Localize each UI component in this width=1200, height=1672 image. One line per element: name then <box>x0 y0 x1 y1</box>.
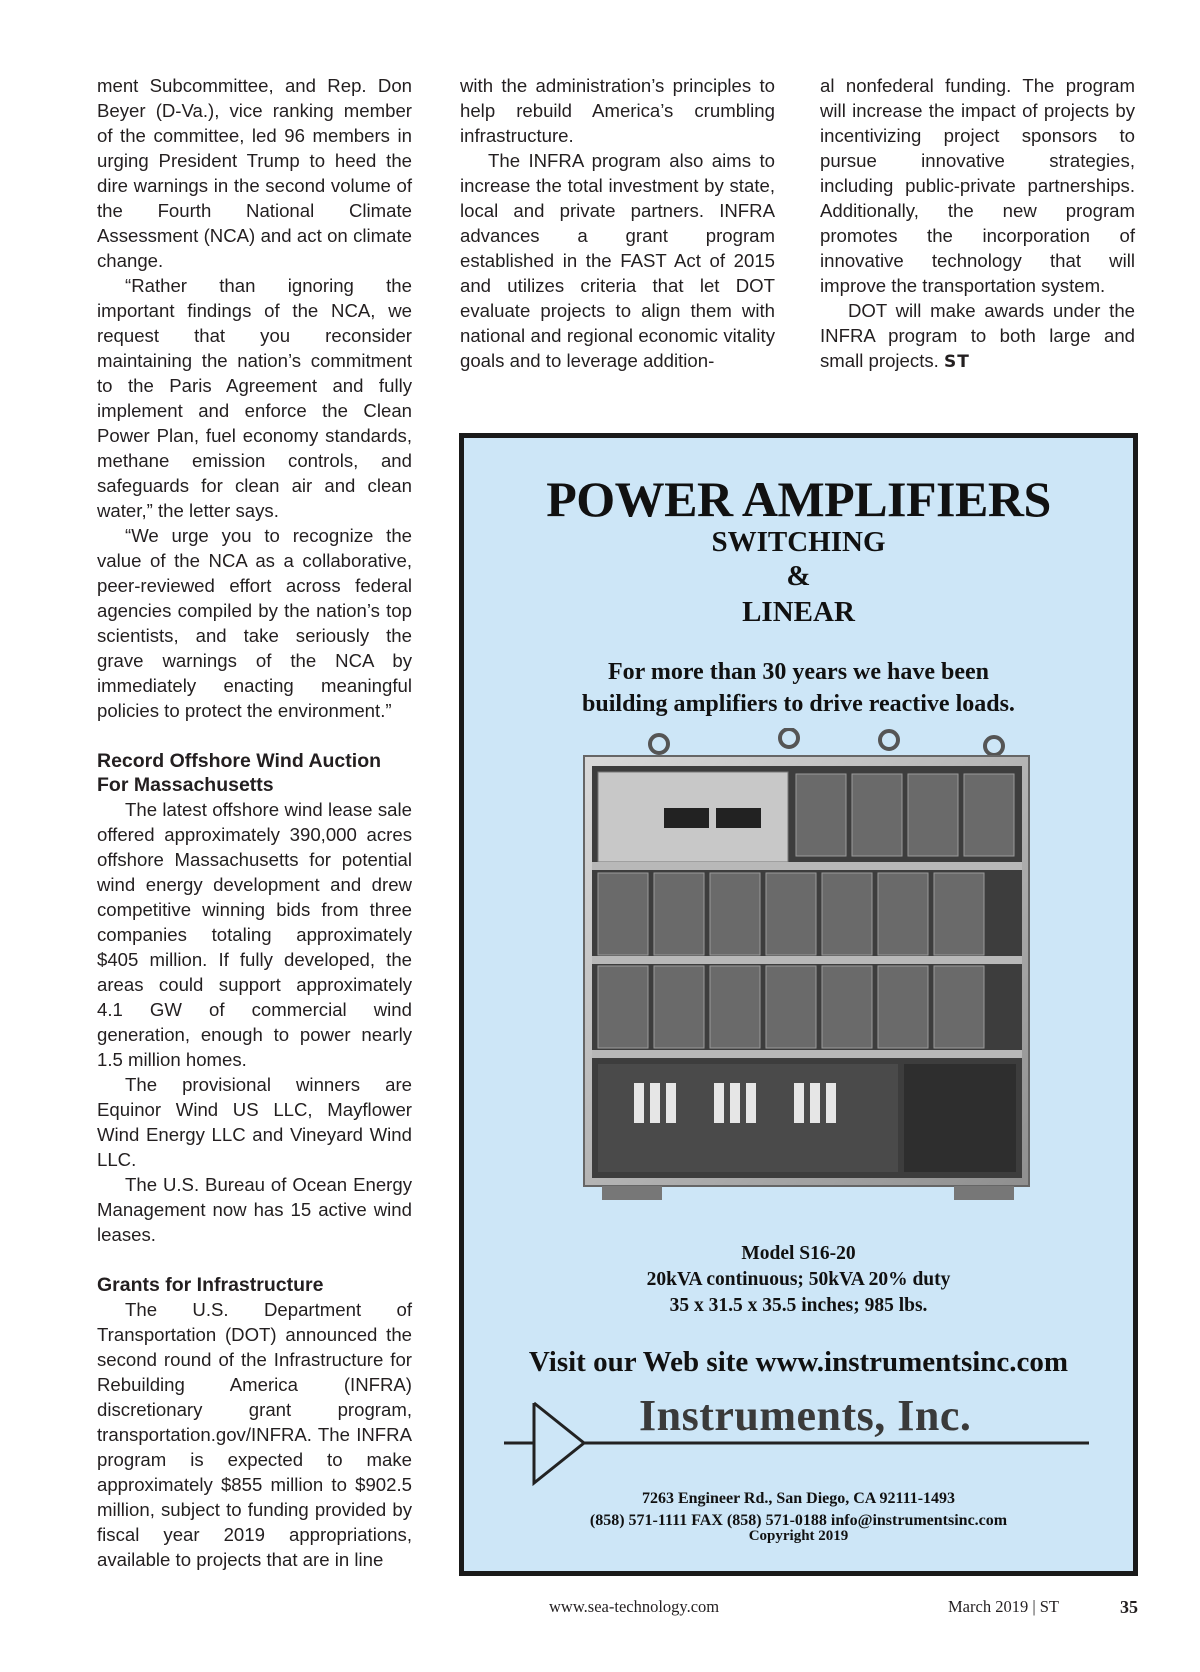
paragraph: “Rather than ignoring the important findings of the NCA, we request that you reconsider maintaining the nation’s commitment to the Paris Agreement and fully implement and enforce the Clean Power Plan, fuel economy standards, methane emission controls, and safeguards for clean air and clean water,” the letter says. <box>97 275 412 521</box>
paragraph <box>820 298 1135 375</box>
article-column-3 <box>820 73 1135 375</box>
ad-model-rating: 20kVA continuous; 50kVA 20% duty <box>646 1269 951 1290</box>
paragraph: The U.S. Department of Transportation (DOT) announced the second round of the Infrastructure for Rebuilding America (INFRA) discretionary grant program, transportation.gov/INFRA. The INFRA program is expected to make approximately $855 million to $902.5 million, subject to funding provided by fiscal year 2019 appropriations, available to projects that are in line <box>97 1299 412 1570</box>
paragraph: The INFRA program also aims to increase the total investment by state, local and private partners. INFRA advances a grant program established in the FAST Act of 2015 and utilizes criteria that let DOT evaluate projects to align them with national and regional economic vitality goals and to leverage addition- <box>460 150 775 371</box>
end-mark: ST <box>944 352 970 372</box>
paragraph: The U.S. Bureau of Ocean Energy Management now has 15 active wind leases. <box>97 1174 412 1245</box>
ad-sub-switching: SWITCHING <box>711 526 886 558</box>
ad-phone-email: (858) 571-1111 FAX (858) 571-0188 info@instrumentsinc.com <box>589 1512 1008 1529</box>
article-column-2 <box>460 73 775 373</box>
ad-tagline-line2: building amplifiers to drive reactive loads. <box>582 691 1015 717</box>
ad-headline: POWER AMPLIFIERS <box>546 471 1051 527</box>
ad-tagline <box>464 656 1133 720</box>
paragraph: “We urge you to recognize the value of the NCA as a collaborative, peer-reviewed effort across federal agencies compiled by the nation’s top scientists, and take seriously the grave warnings of the NCA by immediately enacting meaningful policies to protect the environment.” <box>97 525 412 721</box>
paragraph-text: DOT will make awards under the INFRA program to both large and small projects. <box>820 300 1135 371</box>
paragraph: ment Subcommittee, and Rep. Don Beyer (D-Va.), vice ranking member of the committee, led 96 members in urging President Trump to heed the dire warnings in the second volume of the Fourth National Climate Assessment (NCA) and act on climate change. <box>97 75 412 271</box>
ad-company-name: Instruments, Inc. <box>639 1391 972 1440</box>
paragraph: The provisional winners are Equinor Wind US LLC, Mayflower Wind Energy LLC and Vineyard Wind LLC. <box>97 1074 412 1170</box>
section-heading-infrastructure: Grants for Infrastructure <box>97 1274 324 1296</box>
paragraph: al nonfederal funding. The program will increase the impact of projects by incentivizing project sponsors to pursue innovative strategies, including public-private partnerships. Additionally, the new program promotes the incorporation of innovative technology that will improve the transportation system. <box>820 75 1135 296</box>
advertisement-power-amplifiers <box>459 433 1138 1576</box>
ad-tagline-line1: For more than 30 years we have been <box>607 659 990 685</box>
ad-address: 7263 Engineer Rd., San Diego, CA 92111-1493 <box>641 1490 956 1507</box>
footer-date: March 2019 | ST <box>948 1597 1059 1616</box>
ad-model-specs <box>464 1241 1133 1319</box>
eye-bolt-icon <box>650 729 1003 755</box>
ad-website-link[interactable]: Visit our Web site www.instrumentsinc.com <box>528 1346 1069 1378</box>
article-column-1 <box>97 73 412 1572</box>
ad-model-name: Model S16-20 <box>741 1243 856 1264</box>
footer-website[interactable]: www.sea-technology.com <box>549 1597 720 1616</box>
ad-model-dimensions: 35 x 31.5 x 35.5 inches; 985 lbs. <box>669 1295 928 1316</box>
ad-contact-info <box>464 1488 1133 1532</box>
page-number: 35 <box>1120 1597 1138 1617</box>
ad-copyright: Copyright 2019 <box>748 1528 849 1544</box>
section-heading-offshore-wind: Record Offshore Wind Auction For Massachusetts <box>97 750 382 796</box>
ad-sub-ampersand: & <box>786 560 811 592</box>
ad-sub-linear: LINEAR <box>742 596 855 628</box>
paragraph: The latest offshore wind lease sale offered approximately 390,000 acres offshore Massachusetts for potential wind energy development and drew competitive winning bids from three companies totaling approximately $405 million. If fully developed, the areas could support approximately 4.1 GW of commercial wind generation, enough to power nearly 1.5 million homes. <box>97 799 412 1070</box>
paragraph: with the administration’s principles to help rebuild America’s crumbling infrastructure. <box>460 75 775 146</box>
amplifier-photo <box>574 728 1044 1228</box>
